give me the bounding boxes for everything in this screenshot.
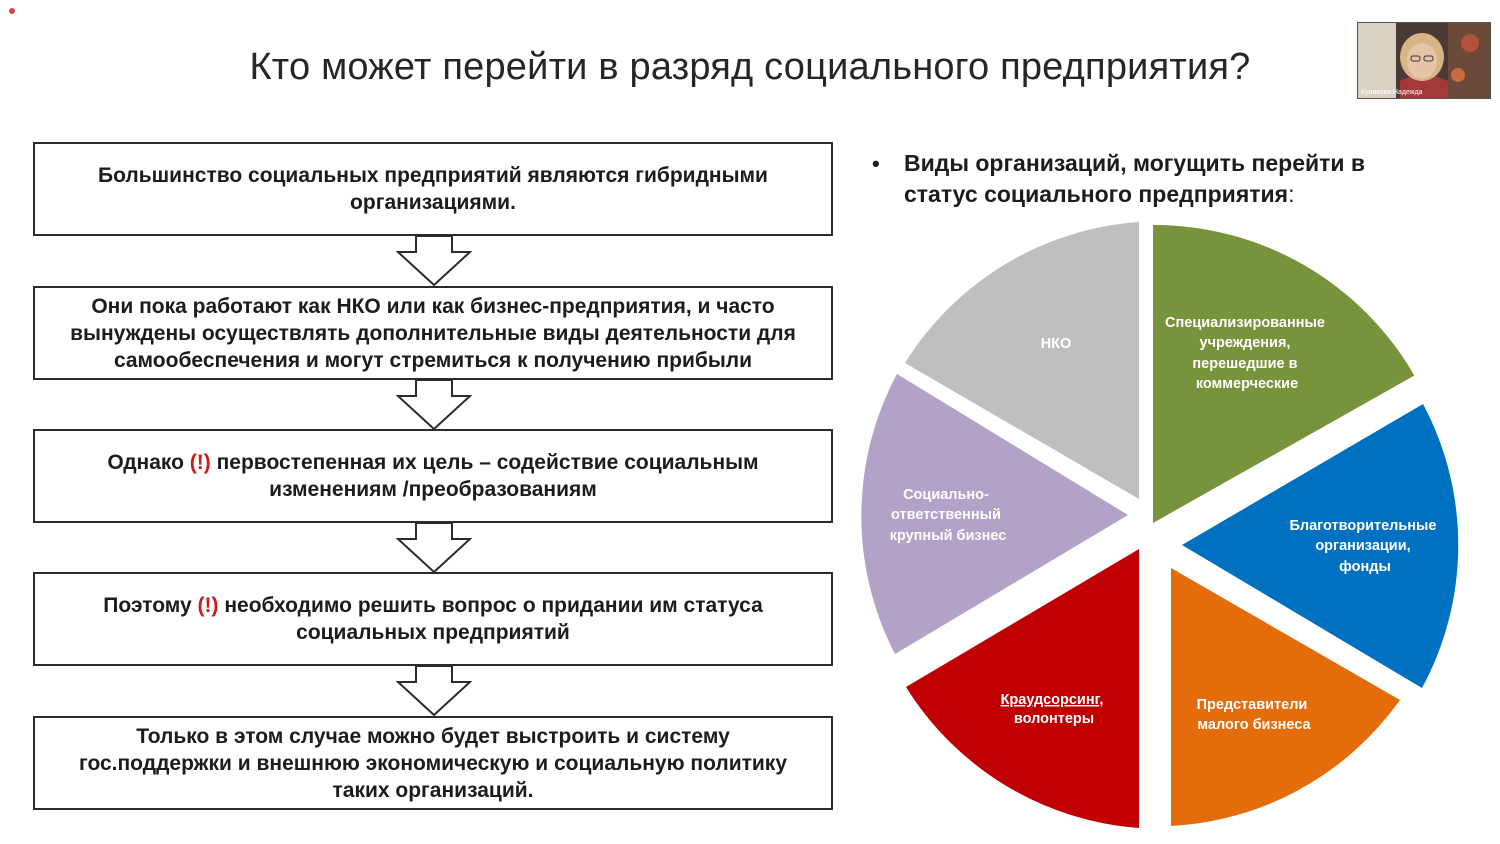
flow-box-nko-business-line2: вынуждены осуществлять дополнительные виды деятельности для: [70, 321, 796, 345]
flow-box-conclusion-line1: Только в этом случае можно будет выстроить и систему: [136, 724, 730, 748]
flow-box-primary-goal-line2: изменениям /преобразованиям: [269, 478, 597, 501]
bullet-marker: •: [872, 151, 880, 176]
alert-mark: (!): [189, 451, 211, 474]
org-types-bullet: • Виды организаций, могущить перейти в статус социального предприятия:: [872, 150, 1366, 207]
flow-box-hybrid-line1: Большинство социальных предприятий являются гибридными: [98, 164, 768, 187]
slide-title: Кто может перейти в разряд социального предприятия?: [249, 46, 1251, 88]
pie-label-crowdsourcing: Краудсорсинг, волонтеры: [1000, 692, 1104, 727]
pie-label-specialized: Специализированные учреждения, перешедшие в коммерческие: [1165, 315, 1325, 392]
pie-label-nko: НКО: [1040, 336, 1072, 352]
flow-box-status-question-line2: социальных предприятий: [296, 621, 570, 644]
flow-box-nko-business-line1: Они пока работают как НКО или как бизнес-предприятия, и часто: [91, 294, 775, 318]
flow-box-status-question-line1: Поэтому (!) необходимо решить вопрос о придании им статуса: [103, 594, 763, 617]
bullet-line2: статус социального предприятия: [904, 181, 1289, 207]
participant-name: Куликова Надежда: [1361, 89, 1423, 96]
flow-box-nko-business-line3: самообеспечения и могут стремиться к получению прибыли: [113, 348, 753, 372]
participant-avatar-icon: [1358, 23, 1490, 98]
flow-box-primary-goal-line1: Однако (!) первостепенная их цель – содействие социальным: [107, 451, 759, 474]
flow-box-hybrid-line2: организациями.: [350, 191, 516, 214]
pie-label-charity: Благотворительные организации, фонды: [1289, 518, 1437, 575]
participant-video-thumbnail[interactable]: [1357, 22, 1491, 99]
flow-box-conclusion-line3: таких организаций.: [332, 778, 534, 802]
alert-mark: (!): [197, 594, 219, 617]
flow-box-conclusion-line2: гос.поддержки и внешнюю экономическую и социальную политику: [78, 751, 788, 775]
pie-label-small-business: Представители малого бизнеса: [1196, 697, 1311, 733]
pie-label-csr-business: Социально- ответственный крупный бизнес: [889, 487, 1007, 544]
bullet-line1: Виды организаций, могущить перейти в: [904, 150, 1366, 176]
